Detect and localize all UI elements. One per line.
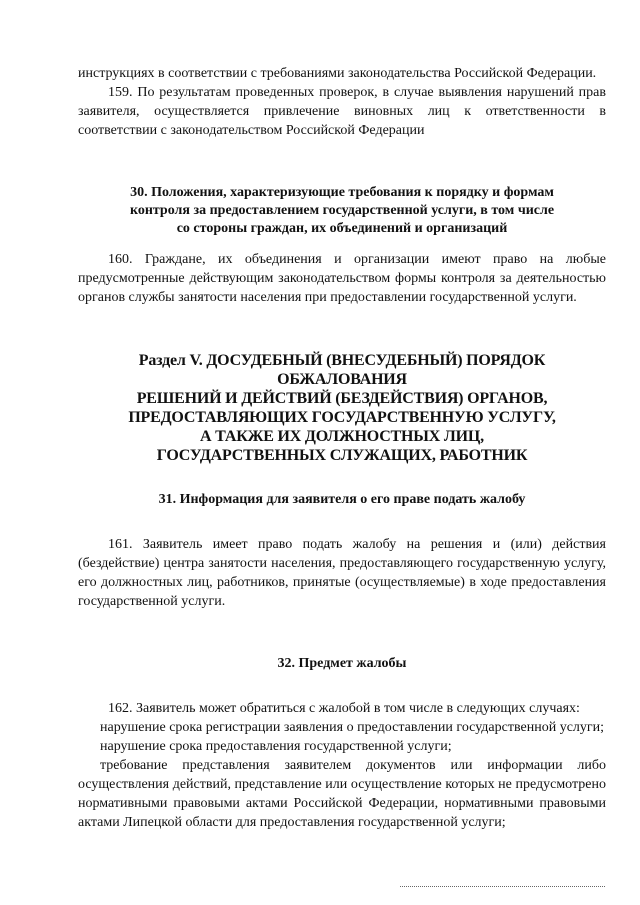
section-5-title-line-5: ГОСУДАРСТВЕННЫХ СЛУЖАЩИХ, РАБОТНИК <box>156 447 528 464</box>
paragraph-162: 162. Заявитель может обратиться с жалобой в том числе в следующих случаях: <box>108 701 580 716</box>
list-item-3: требование представления заявителем документов или информации либо осуществления действий, представление или осуществление которых не предусмотрено нормативными правовыми актами Российской Федерации, нормативными правовыми актами Липецкой области для предоставления государственной услуги; <box>78 758 606 830</box>
list-item-1: нарушение срока регистрации заявления о предоставлении государственной услуги; <box>100 720 605 735</box>
heading-31: 31. Информация для заявителя о его праве подать жалобу <box>158 492 526 507</box>
paragraph-161: 161. Заявитель имеет право подать жалобу на решения и (или) действия (бездействие) центра занятости населения, предоставляющего государственную услугу, его должностных лиц, работников, принятые (осуществляемые) в ходе предоставления государственной услуги. <box>78 537 606 609</box>
spacer <box>78 509 606 535</box>
heading-32: 32. Предмет жалобы <box>277 656 407 671</box>
document-page <box>78 64 606 832</box>
spacer <box>78 465 606 491</box>
list-item-2: нарушение срока предоставления государственной услуги; <box>100 739 452 754</box>
section-5-title-line-2: РЕШЕНИЙ И ДЕЙСТВИЙ (БЕЗДЕЙСТВИЯ) ОРГАНОВ, <box>136 390 548 407</box>
spacer <box>78 673 606 699</box>
spacer <box>78 611 606 655</box>
footer-divider <box>400 886 605 887</box>
heading-30-line-2: контроля за предоставлением государственной услуги, в том числе <box>129 203 555 218</box>
heading-30-line-1: 30. Положения, характеризующие требования к порядку и формам <box>130 185 554 200</box>
section-5-title-line-4: А ТАКЖЕ ИХ ДОЛЖНОСТНЫХ ЛИЦ, <box>200 428 484 445</box>
paragraph-158-continuation: инструкциях в соответствии с требованиями законодательства Российской Федерации. <box>78 66 597 81</box>
heading-30-line-3: со стороны граждан, их объединений и организаций <box>176 221 508 236</box>
paragraph-160: 160. Граждане, их объединения и организации имеют право на любые предусмотренные действующим законодательством формы контроля за деятельностью органов службы занятости населения при предоставлении государственной услуги. <box>78 252 606 305</box>
spacer <box>78 140 606 184</box>
section-5-title-line-1: Раздел V. ДОСУДЕБНЫЙ (ВНЕСУДЕБНЫЙ) ПОРЯДОК ОБЖАЛОВАНИЯ <box>138 352 546 388</box>
spacer <box>78 307 606 351</box>
section-5-title-line-3: ПРЕДОСТАВЛЯЮЩИХ ГОСУДАРСТВЕННУЮ УСЛУГУ, <box>128 409 556 426</box>
paragraph-159: 159. По результатам проведенных проверок, в случае выявления нарушений прав заявителя, осуществляется привлечение виновных лиц к ответственности в соответствии с законодательством Российской Федерации <box>78 85 606 138</box>
